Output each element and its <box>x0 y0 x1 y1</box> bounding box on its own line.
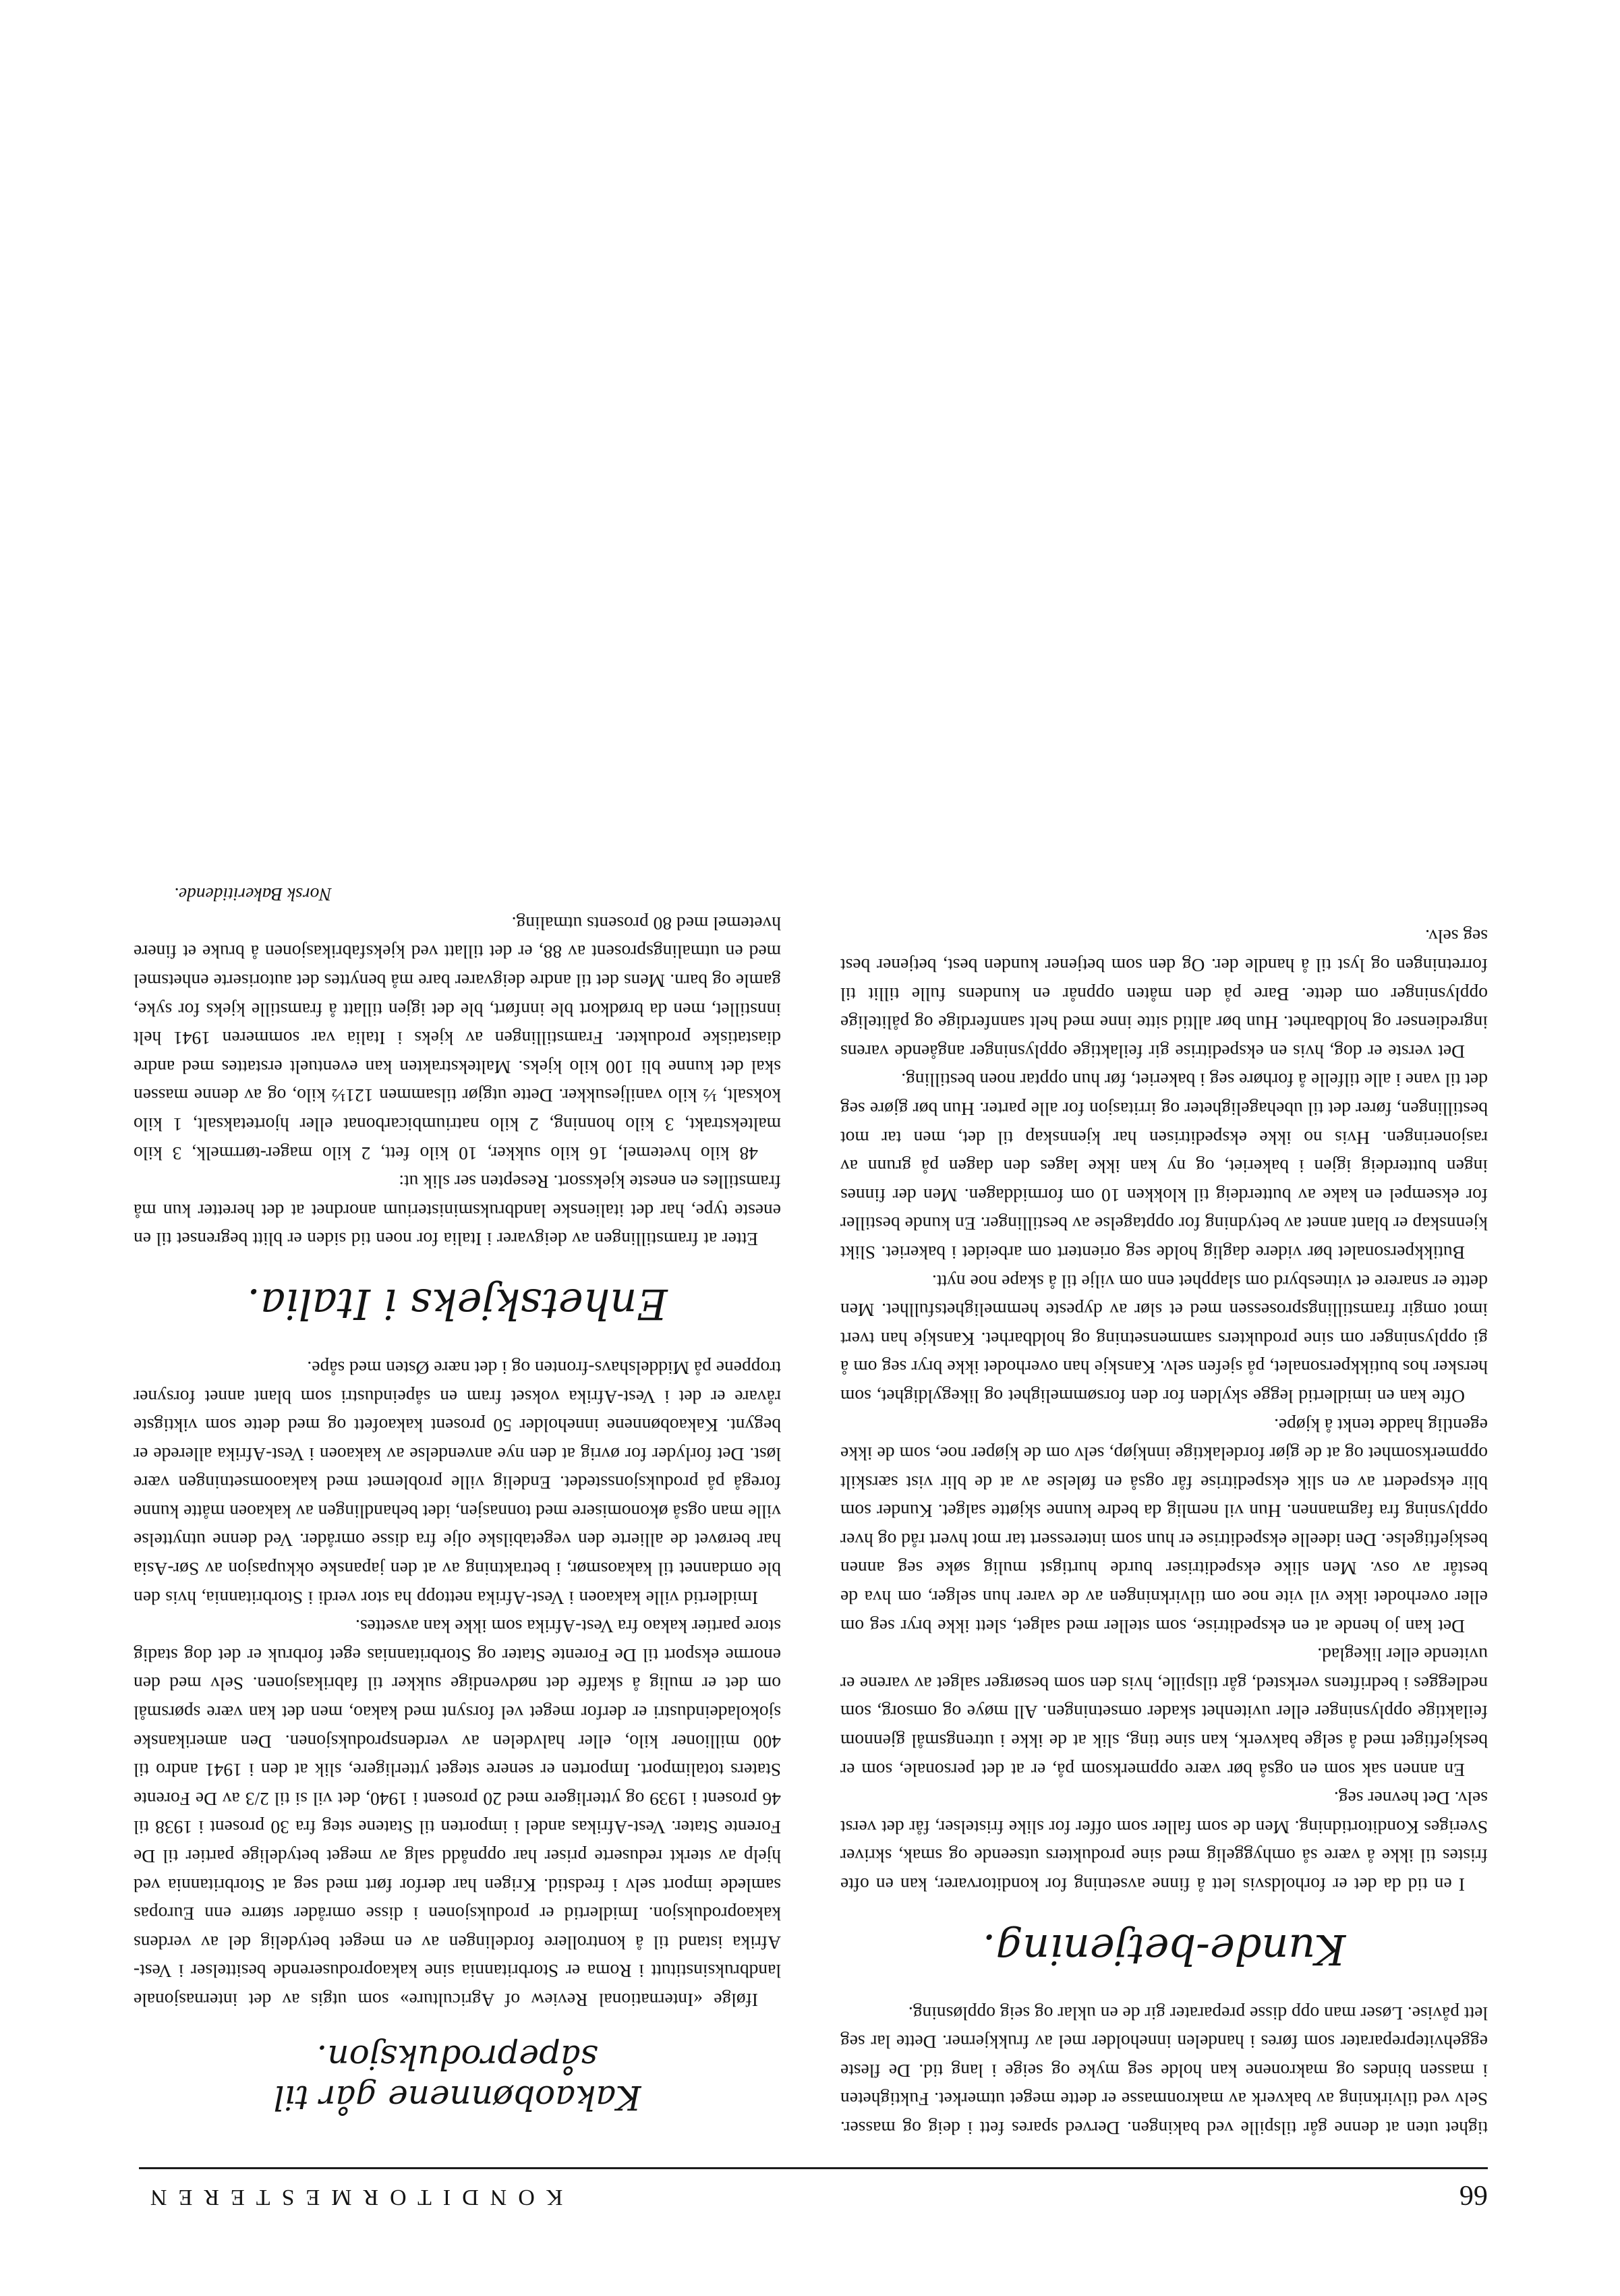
article-paragraph: Butikkpersonalet bør videre daglig holde seg orientert om arbeidet i bakeriet. Slikt kjennskap er blant annet av betydning for opptagelse av bestillinger. En kunde bestiller for eksempel en kake av butterdeig til klokken 10 om formiddagen. Men der finnes ingen butterdeig igjen i bakeriet, og ny kan ikke lages den dagen på grunn av rasjoneringen. Hvis no ikke ekspeditrisen har kjennskap til det, men tar mot bestillingen, fører det til ubehageligheter og irritasjon for alle parter. Hun bør gjøre seg det til vane i alle tilfelle å forhøre seg i bakeriet, før hun opptar noen bestilling. <box>840 1070 1488 1263</box>
article-paragraph: I en tid da det er forholdsvis lett å finne avsetning for konditorvarer, kan en ofte fristes til ikke å være så omhyggelig med sine produkters utseende og smak, skriver Sveriges Konditortidning. Men de som faller som offer for slike fristelser, får det verst selv. Det hevner seg. <box>840 1788 1488 1896</box>
article-paragraph: En annen sak som en også bør være oppmerksom på, er at det personale, som er beskjeftiget med å selge bakverk, kan sine ting, slik at de ikke i utrengsmål gjennom feilaktige opplysninger eller uvitenhet skader omsetningen. All møye og omsorg, som nedlegges i bedriftens verksted, går tilspille, hvis den som besørger salget av varene er uvitende eller likeglad. <box>840 1644 1488 1781</box>
article-paragraph: Det kan jo hende at en ekspeditrise, som steller med salget, slett ikke bryr seg om eller overhodet ikke vil vite noe om tilvirkningen av de varer hun selger, om hva de består av osv. Men slike ekspeditriser burde hurtigst mulig søke seg annen beskjeftigelse. Den ideelle ekspeditrise er hun som interessert tar mot hvert råd og hver opplysning fra fagmannen. Hun vil nemlig da bedre kunne skjøtte salget. Kunder som blir ekspedert av en slik ekspeditrise får også en følelse av at de blir vist særskilt oppmerksomhet og at de gjør fordelaktige innkjøp, selv om de kjøper noe, som de ikke egentlig hadde tenkt å kjøpe. <box>840 1414 1488 1637</box>
enhetskjeks-title: Enhetskjeks i Italia. <box>247 1280 668 1329</box>
page-header <box>139 2167 1488 2215</box>
page-number: 66 <box>1459 2179 1488 2210</box>
source-signature: Norsk Bakeritidende. <box>174 884 332 906</box>
article-paragraph: Ifølge «International Review of Agriculture» som utgis av det internasjonale landbruksinstitutt i Roma er Storbritannia sine kakaoproduserende besittelser i Vest-Afrika istand til å kontrollere fordelingen av en meget betydelig del av verdens kakaoproduksjon. Imidlertid er produksjonen i disse områder større enn Europas samlede import selv i fredstid. Krigen har derfor ført med seg at Storbritannia ved hjelp av sterkt reduserte priser har oppnådd salg av meget betydelige partier til De Forente Stater. Vest-Afrikas andel i importen til Statene steg fra 30 prosent i 1938 til 46 prosent i 1939 og ytterligere med 20 prosent i 1940, det vil si til 2/3 av De Forente Staters totalimport. Importen er senere steget ytterligere, slik at den i 1941 andro til 400 millioner kilo, eller halvdelen av verdensproduksjonen. Den amerikanske sjokoladeindustri er derfor meget vel forsynt med kakao, men det kan være spørsmål om det er mulig å skaffe det nødvendige sukker til fabrikasjonen. Selv med den enorme eksport til De Forente Stater og Storbritannias eget forbruk er det dog stadig store partier kakao fra Vest-Afrika som ikke kan avsettes. <box>134 1616 781 2011</box>
continued-paragraph: tighet uten at denne går tilspille ved bakingen. Derved spares fett i deig og masser. Selv ved tilvirkning av bakverk av makronmasse er dette meget utmerket. Fuktigheten i massen bindes og makronene kan holde seg myke og seige i lang tid. De fleste eggehvitepreparater som føres i handelen inneholder mel av frukkjerner. Dette lar seg lett påvise. Løser man opp disse preparater gir de en uklar og seig oppløsning. <box>840 2003 1488 2139</box>
article-paragraph: 48 kilo hvetemel, 16 kilo sukker, 10 kilo fett, 2 kilo mager-tørrmelk, 3 kilo maltekstrakt, 3 kilo honning, 2 kilo natriumbicarbonat eller hjortetaksalt, 1 kilo koksalt, ½ kilo vaniljesukker. Dette utgjør tilsammen 121½ kilo, og av denne massen skal det kunne bli 100 kilo kjeks. Maltekstrakten kan eventuelt erstattes med andre diastatiske produkter. Framstillingen av kjeks i Italia var sommeren 1941 helt innstillet, men da brødkort ble innført, ble det igjen tillatt å framstille kjeks for syke, gamle og barn. Mens det til andre deigvarer bare må benyttes det autoriserte enhetsmel med en utmalingsprosent av 88, er det tillatt ved kjeksfabrikasjonen å bruke et finere hvetemel med 80 prosents utmaling. <box>134 913 781 1164</box>
magazine-title: KONDITORMESTEREN <box>139 2185 563 2210</box>
article-paragraph: Det verste er dog, hvis en ekspeditrise gir feilaktige opplysninger angående varens ingredienser og holdbarhet. Hun bør alltid sitte inne med helt sannferdige og pålitelige opplysninger om dette. Bare på den måten oppnår en kundens fulle tillit til forretningen og lyst til å handle der. Og den som betjener kunden best, betjener best seg selv. <box>840 926 1488 1062</box>
article-paragraph: Etter at framstillingen av deigvarer i Italia for noen tid siden er blitt begrenset til en eneste type, har det italienske landbruksministerium anordnet at det heretter kun må framstilles en eneste kjekssort. Resepten ser slik ut: <box>134 1172 781 1251</box>
article-paragraph: Imidlertid ville kakaoen i Vest-Afrika nettopp ha stor verdi i Storbritannia, hvis den ble omdannet til kakaosmør, i betraktning av at den japanske okkupasjon av Sør-Asia har berøvet de allierte den vegetabilske olje fra disse områder. Ved denne utnyttelse ville man også økonomisere med tonnasjen, idet behandlingen av kakaoen måtte kunne foregå på produksjonsstedet. Endelig ville problemet med kakaoomsetningen være løst. Det forlyder for øvrig at den nye anvendelse av kakaoen i Vest-Afrika allerede er begynt. Kakaobønnene inneholder 50 prosent kakaofett og med dette som viktigste råvare er det i Vest-Afrika vokset fram en såpeindustri som blant annet forsyner troppene på Middelshavs-fronten og i det nære Østen med såpe. <box>134 1357 781 1609</box>
right-column <box>134 880 781 2142</box>
article-paragraph: Ofte kan en imidlertid legge skylden for den forsømmelighet og likegyldighet, som hersker hos butikkpersonalet, på sjefen selv. Kanskje han overhodet ikke bryr seg om å gi opplysninger om sine produkters sammensetning og holdbarhet. Kanskje han tvert imot omgir framstillingsprosessen med et slør av dypeste hemmelighetsfullhet. Men dette er snarere et vitnesbyrd om slapphet enn om vilje til å skape noe nytt. <box>840 1271 1488 1407</box>
kunde-betjening-title: Kunde-betjening. <box>982 1925 1346 1975</box>
kakao-title: Kakaobønnene går til såpeproduksjon. <box>273 2038 641 2117</box>
left-column <box>840 922 1488 2142</box>
